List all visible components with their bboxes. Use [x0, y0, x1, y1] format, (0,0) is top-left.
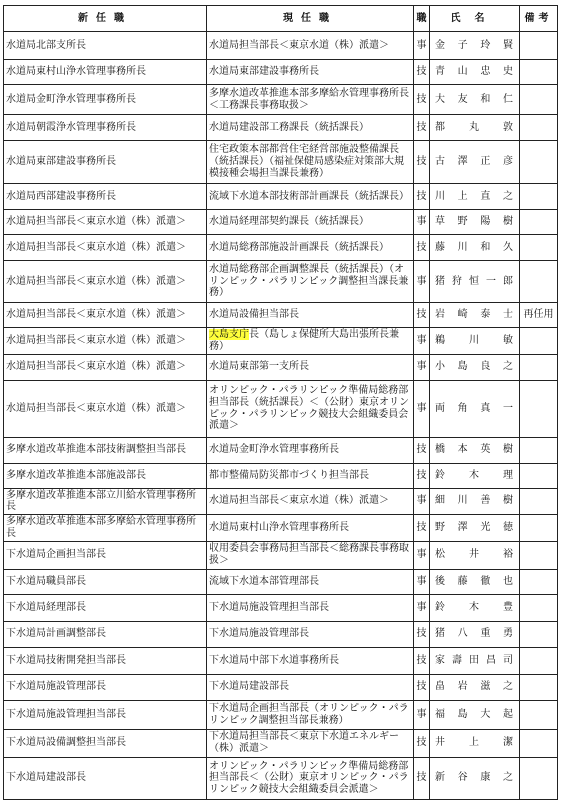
note-cell [520, 328, 558, 355]
rank-cell: 事 [414, 210, 430, 235]
note-cell [520, 184, 558, 210]
current-post-cell: 下水道局建設部長 [207, 674, 414, 700]
new-post-cell: 水道局担当部長＜東京水道（株）派遣＞ [4, 261, 207, 303]
current-post-cell: 水道局金町浄水管理事務所長 [207, 437, 414, 463]
header-new-post: 新任職 [4, 6, 207, 32]
new-post-cell: 多摩水道改革推進本部立川給水管理事務所長 [4, 488, 207, 515]
rank-cell: 技 [414, 515, 430, 542]
name-cell: 新谷康之 [430, 757, 520, 799]
current-post-cell: 流域下水道本部技術部計画課長（統括課長） [207, 184, 414, 210]
note-cell [520, 235, 558, 261]
table-row [4, 463, 558, 488]
new-post-cell: 水道局担当部長＜東京水道（株）派遣＞ [4, 235, 207, 261]
current-post-text: 長（島しょ保健所大島出張所長兼務） [209, 329, 399, 352]
highlighted-text: 大島支庁 [209, 329, 249, 340]
current-post-cell: オリンピック・パラリンピック準備局総務部担当部長＜（公財）東京オリンピック・パラリンピック競技大会組織委員会派遣＞ [207, 757, 414, 799]
new-post-cell: 下水道局建設部長 [4, 757, 207, 799]
table-row [4, 674, 558, 700]
rank-cell: 事 [414, 541, 430, 569]
note-cell [520, 729, 558, 757]
rank-cell: 事 [414, 488, 430, 515]
current-post-cell: 下水道局施設管理担当部長 [207, 594, 414, 621]
rank-cell: 事 [414, 700, 430, 729]
note-cell [520, 115, 558, 141]
note-cell [520, 463, 558, 488]
name-cell: 藤川和久 [430, 235, 520, 261]
table-row [4, 115, 558, 141]
note-cell [520, 261, 558, 303]
rank-cell: 技 [414, 303, 430, 328]
note-cell [520, 85, 558, 115]
name-cell: 両角真一 [430, 380, 520, 437]
current-post-cell [207, 328, 414, 355]
table-row [4, 141, 558, 184]
new-post-cell: 下水道局設備調整担当部長 [4, 729, 207, 757]
header-rank: 職 [414, 6, 430, 32]
note-cell [520, 60, 558, 85]
name-cell: 野澤光徳 [430, 515, 520, 542]
table-row [4, 621, 558, 647]
rank-cell: 事 [414, 328, 430, 355]
rank-cell: 技 [414, 115, 430, 141]
note-cell: 再任用 [520, 303, 558, 328]
new-post-cell: 水道局北部支所長 [4, 32, 207, 60]
table-row [4, 60, 558, 85]
new-post-cell: 水道局担当部長＜東京水道（株）派遣＞ [4, 380, 207, 437]
rank-cell: 事 [414, 380, 430, 437]
table-row [4, 85, 558, 115]
header-current-post: 現任職 [207, 6, 414, 32]
new-post-cell: 下水道局技術開発担当部長 [4, 647, 207, 674]
name-cell: 古澤正彦 [430, 141, 520, 184]
new-post-cell: 下水道局企画担当部長 [4, 541, 207, 569]
new-post-cell: 下水道局計画調整部長 [4, 621, 207, 647]
name-cell: 川上直之 [430, 184, 520, 210]
new-post-cell: 多摩水道改革推進本部技術調整担当部長 [4, 437, 207, 463]
personnel-table [3, 5, 558, 800]
current-post-cell: 住宅政策本部都営住宅経営部施設整備課長（統括課長）（福祉保健局感染症対策部大規模接種会場担当課長兼務） [207, 141, 414, 184]
current-post-cell: 都市整備局防災都市づくり担当部長 [207, 463, 414, 488]
rank-cell: 技 [414, 184, 430, 210]
current-post-cell: 下水道局企画担当部長（オリンピック・パラリンピック調整担当部長兼務） [207, 700, 414, 729]
name-cell: 鈴木豊 [430, 594, 520, 621]
rank-cell: 技 [414, 60, 430, 85]
header-row [4, 6, 558, 32]
note-cell [520, 647, 558, 674]
new-post-cell: 下水道局施設管理部長 [4, 674, 207, 700]
name-cell: 草野陽樹 [430, 210, 520, 235]
name-cell: 猪八重勇 [430, 621, 520, 647]
name-cell: 小島良之 [430, 354, 520, 380]
current-post-cell: オリンピック・パラリンピック準備局総務部担当部長（統括課長）＜（公財）東京オリンピック・パラリンピック競技大会組織委員会派遣＞ [207, 380, 414, 437]
name-cell: 家壽田昌司 [430, 647, 520, 674]
new-post-cell: 水道局担当部長＜東京水道（株）派遣＞ [4, 354, 207, 380]
current-post-cell: 水道局総務部施設計画課長（統括課長） [207, 235, 414, 261]
table-row [4, 328, 558, 355]
rank-cell: 技 [414, 647, 430, 674]
name-cell: 金子玲賢 [430, 32, 520, 60]
new-post-cell: 水道局金町浄水管理事務所長 [4, 85, 207, 115]
table-row [4, 541, 558, 569]
current-post-cell: 水道局経理部契約課長（統括課長） [207, 210, 414, 235]
note-cell [520, 569, 558, 594]
new-post-cell: 下水道局経理部長 [4, 594, 207, 621]
note-cell [520, 515, 558, 542]
name-cell: 橋本英樹 [430, 437, 520, 463]
rank-cell: 技 [414, 437, 430, 463]
current-post-cell: 水道局東部第一支所長 [207, 354, 414, 380]
table-row [4, 261, 558, 303]
current-post-cell: 水道局設備担当部長 [207, 303, 414, 328]
table-row [4, 437, 558, 463]
new-post-cell: 水道局東部建設事務所長 [4, 141, 207, 184]
table-row [4, 569, 558, 594]
table-row [4, 647, 558, 674]
current-post-cell: 収用委員会事務局担当部長＜総務課長事務取扱＞ [207, 541, 414, 569]
rank-cell: 技 [414, 141, 430, 184]
current-post-cell: 水道局建設部工務課長（統括課長） [207, 115, 414, 141]
note-cell [520, 757, 558, 799]
name-cell: 岩崎泰士 [430, 303, 520, 328]
rank-cell: 技 [414, 729, 430, 757]
current-post-cell: 多摩水道改革推進本部多摩給水管理事務所長＜工務課長事務取扱＞ [207, 85, 414, 115]
table-row [4, 303, 558, 328]
header-name: 氏名 [430, 6, 520, 32]
rank-cell: 技 [414, 85, 430, 115]
current-post-cell: 下水道局施設管理部長 [207, 621, 414, 647]
table-row [4, 210, 558, 235]
note-cell [520, 674, 558, 700]
note-cell [520, 541, 558, 569]
name-cell: 井上潔 [430, 729, 520, 757]
current-post-cell: 水道局東村山浄水管理事務所長 [207, 515, 414, 542]
table-row [4, 729, 558, 757]
new-post-cell: 水道局担当部長＜東京水道（株）派遣＞ [4, 210, 207, 235]
note-cell [520, 700, 558, 729]
name-cell: 松井裕 [430, 541, 520, 569]
table-row [4, 235, 558, 261]
name-cell: 鈴木理 [430, 463, 520, 488]
current-post-cell: 下水道局中部下水道事務所長 [207, 647, 414, 674]
note-cell [520, 141, 558, 184]
current-post-cell: 水道局総務部企画調整課長（統括課長）（オリンピック・パラリンピック調整担当課長兼務） [207, 261, 414, 303]
rank-cell: 事 [414, 354, 430, 380]
new-post-cell: 多摩水道改革推進本部施設部長 [4, 463, 207, 488]
note-cell [520, 437, 558, 463]
rank-cell: 技 [414, 757, 430, 799]
current-post-cell: 流域下水道本部管理部長 [207, 569, 414, 594]
new-post-cell: 水道局担当部長＜東京水道（株）派遣＞ [4, 328, 207, 355]
name-cell: 細川善樹 [430, 488, 520, 515]
new-post-cell: 水道局東村山浄水管理事務所長 [4, 60, 207, 85]
new-post-cell: 多摩水道改革推進本部多摩給水管理事務所長 [4, 515, 207, 542]
note-cell [520, 488, 558, 515]
name-cell: 青山忠史 [430, 60, 520, 85]
rank-cell: 技 [414, 463, 430, 488]
note-cell [520, 621, 558, 647]
name-cell: 大友和仁 [430, 85, 520, 115]
rank-cell: 技 [414, 621, 430, 647]
new-post-cell: 水道局担当部長＜東京水道（株）派遣＞ [4, 303, 207, 328]
name-cell: 福島大起 [430, 700, 520, 729]
table-row [4, 184, 558, 210]
note-cell [520, 594, 558, 621]
rank-cell: 技 [414, 235, 430, 261]
rank-cell: 技 [414, 674, 430, 700]
name-cell: 後藤徹也 [430, 569, 520, 594]
rank-cell: 事 [414, 261, 430, 303]
table-row [4, 515, 558, 542]
current-post-cell: 水道局東部建設事務所長 [207, 60, 414, 85]
table-row [4, 757, 558, 799]
header-note: 備考 [520, 6, 558, 32]
rank-cell: 事 [414, 569, 430, 594]
new-post-cell: 下水道局施設管理担当部長 [4, 700, 207, 729]
current-post-cell: 水道局担当部長＜東京水道（株）派遣＞ [207, 32, 414, 60]
table-row [4, 594, 558, 621]
table-row [4, 380, 558, 437]
new-post-cell: 下水道局職員部長 [4, 569, 207, 594]
name-cell: 鵜川敏 [430, 328, 520, 355]
name-cell: 畠岩滋之 [430, 674, 520, 700]
name-cell: 都丸敦 [430, 115, 520, 141]
note-cell [520, 354, 558, 380]
table-row [4, 354, 558, 380]
rank-cell: 事 [414, 594, 430, 621]
table-row [4, 32, 558, 60]
rank-cell: 事 [414, 32, 430, 60]
new-post-cell: 水道局朝霞浄水管理事務所長 [4, 115, 207, 141]
name-cell: 猪狩恒一郎 [430, 261, 520, 303]
table-row [4, 488, 558, 515]
current-post-cell: 下水道局担当部長＜東京下水道エネルギー（株）派遣＞ [207, 729, 414, 757]
new-post-cell: 水道局西部建設事務所長 [4, 184, 207, 210]
note-cell [520, 210, 558, 235]
current-post-cell: 水道局担当部長＜東京水道（株）派遣＞ [207, 488, 414, 515]
note-cell [520, 32, 558, 60]
table-row [4, 700, 558, 729]
note-cell [520, 380, 558, 437]
